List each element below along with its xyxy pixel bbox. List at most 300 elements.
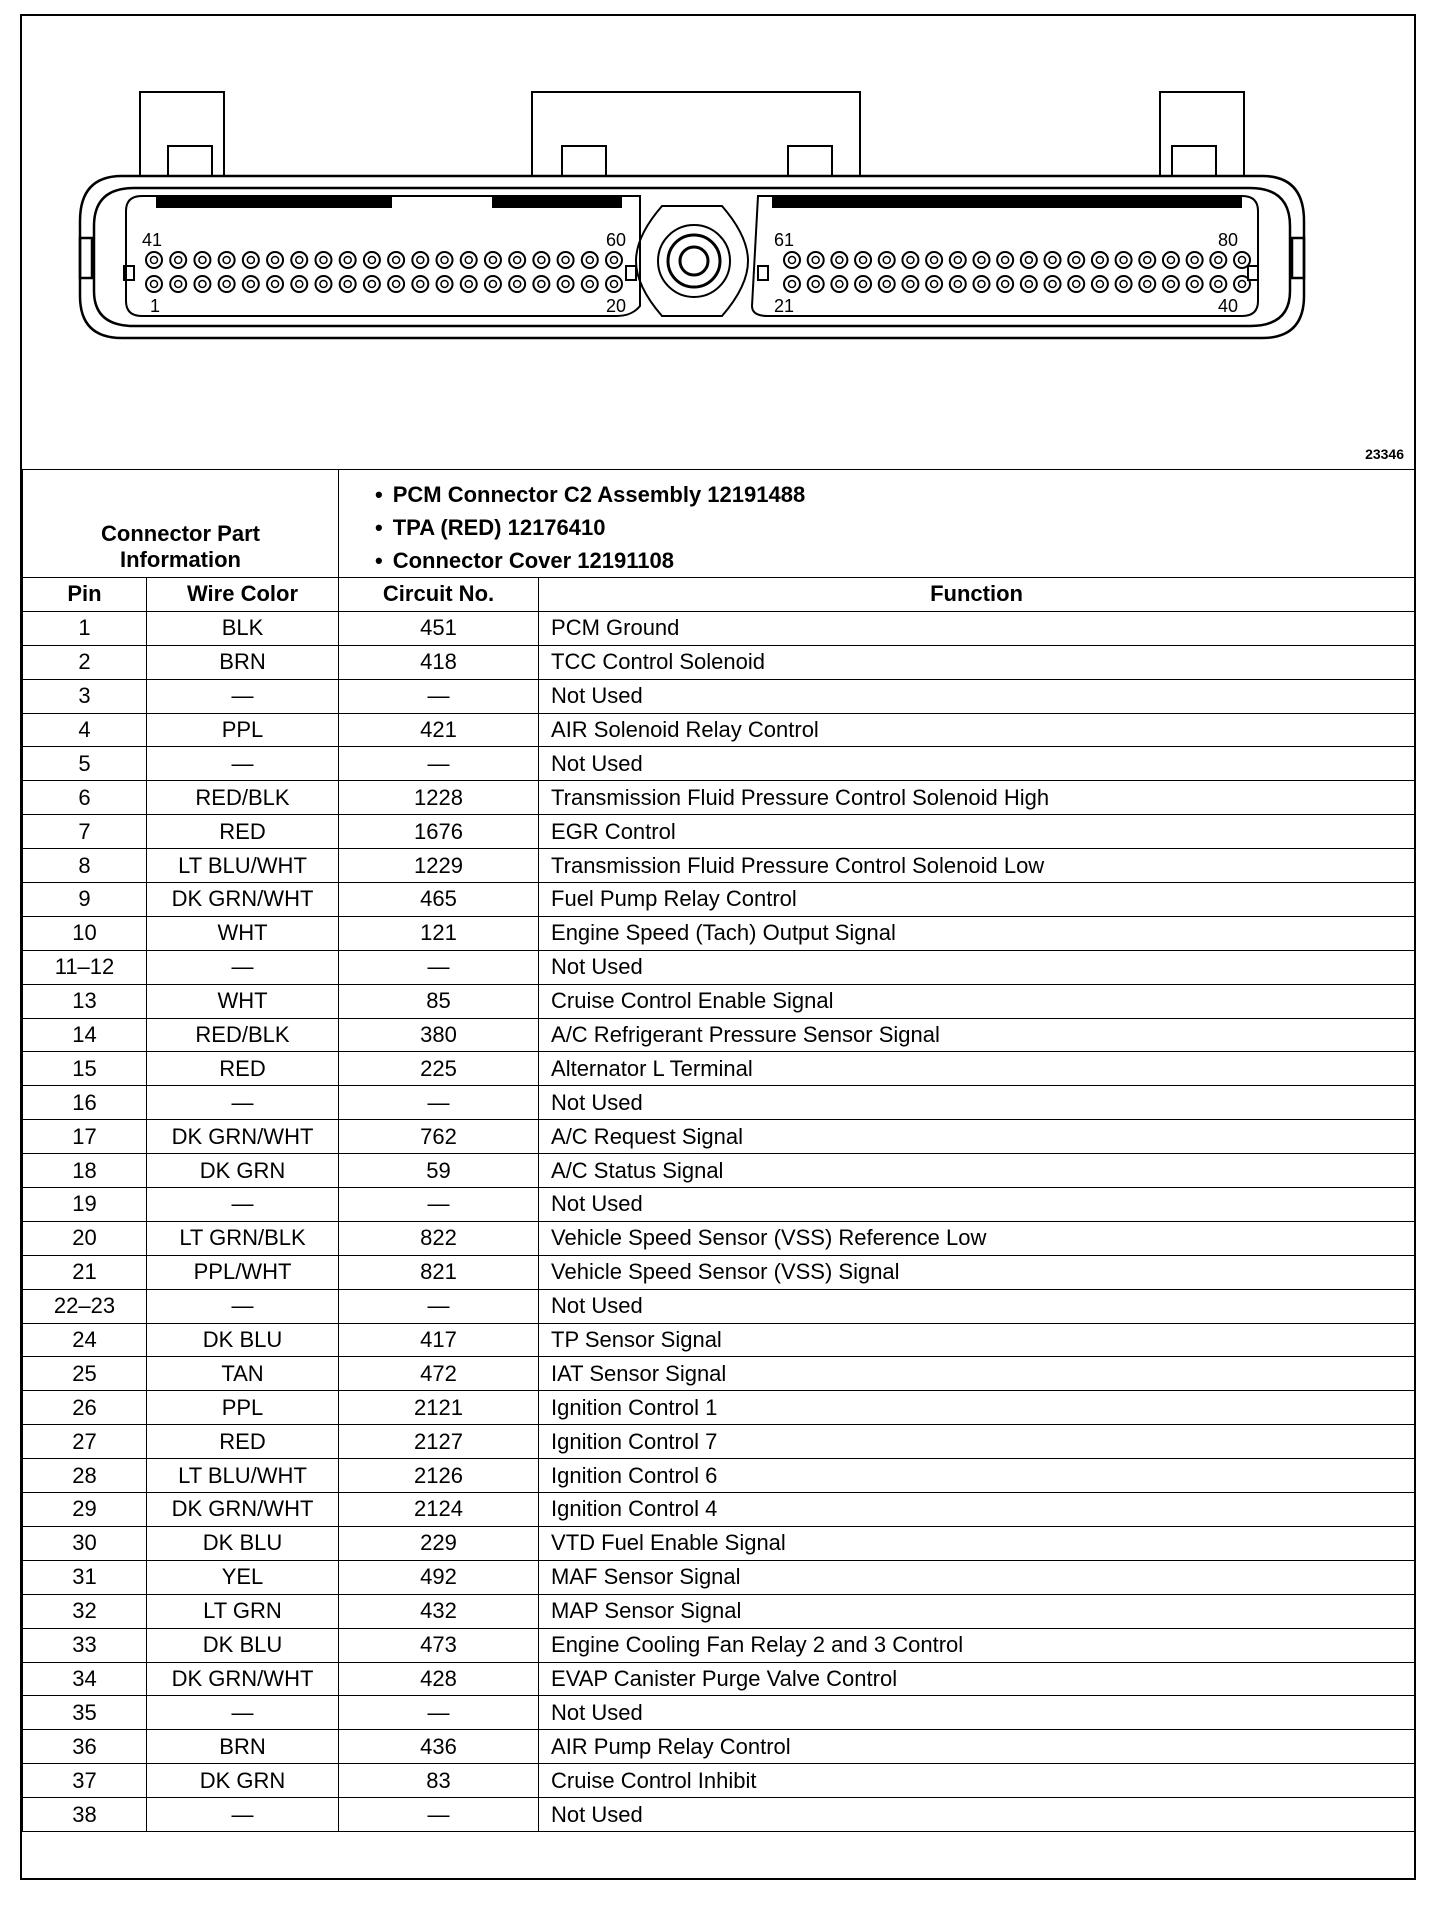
- table-row: [23, 645, 1415, 679]
- pin-label-1: 1: [150, 296, 161, 316]
- left-bottom-pin-center-16: [538, 281, 545, 288]
- circuit-cell: 380: [339, 1018, 539, 1052]
- pin-cell: 35: [23, 1696, 147, 1730]
- left-top-pin-17: [558, 252, 574, 268]
- right-bottom-pin-center-12: [1073, 281, 1080, 288]
- left-bottom-pin-0: [146, 276, 162, 292]
- circuit-cell: 225: [339, 1052, 539, 1086]
- right-top-pin-center-15: [1144, 257, 1151, 264]
- right-bottom-pin-center-6: [931, 281, 938, 288]
- table-row: [23, 984, 1415, 1018]
- right-bottom-pin-center-7: [954, 281, 961, 288]
- circuit-cell: 1229: [339, 849, 539, 883]
- circuit-cell: 2126: [339, 1459, 539, 1493]
- right-bottom-pin-center-3: [860, 281, 867, 288]
- circuit-cell: 2121: [339, 1391, 539, 1425]
- right-top-pin-2: [831, 252, 847, 268]
- left-top-pin-13: [461, 252, 477, 268]
- part-info-item: • TPA (RED) 12176410: [375, 511, 1414, 544]
- left-bottom-pin-center-13: [465, 281, 472, 288]
- left-bottom-pin-14: [485, 276, 501, 292]
- left-top-pin-9: [364, 252, 380, 268]
- left-bottom-pin-center-17: [562, 281, 569, 288]
- circuit-cell: —: [339, 747, 539, 781]
- circuit-cell: 472: [339, 1357, 539, 1391]
- right-bottom-pin-10: [1021, 276, 1037, 292]
- pin-cell: 13: [23, 984, 147, 1018]
- left-top-pin-15: [509, 252, 525, 268]
- left-top-pin-6: [291, 252, 307, 268]
- pin-cell: 9: [23, 883, 147, 917]
- part-info-list: [339, 470, 1415, 578]
- connector-latches: [140, 92, 1244, 176]
- left-top-pin-center-1: [175, 257, 182, 264]
- circuit-cell: 121: [339, 916, 539, 950]
- left-bottom-pin-3: [219, 276, 235, 292]
- wire-color-cell: —: [147, 1798, 339, 1832]
- left-bottom-pin-center-1: [175, 281, 182, 288]
- wire-color-cell: —: [147, 1086, 339, 1120]
- wire-color-cell: LT GRN/BLK: [147, 1221, 339, 1255]
- left-bottom-pin-9: [364, 276, 380, 292]
- table-row: [23, 1459, 1415, 1493]
- left-bottom-pin-center-9: [368, 281, 375, 288]
- wire-color-cell: WHT: [147, 916, 339, 950]
- pin-cell: 38: [23, 1798, 147, 1832]
- circuit-cell: 85: [339, 984, 539, 1018]
- pin-label-80: 80: [1218, 230, 1239, 250]
- connector-diagram: [22, 16, 1414, 468]
- right-top-pin-center-8: [978, 257, 985, 264]
- right-bottom-pin-8: [973, 276, 989, 292]
- table-row: [23, 611, 1415, 645]
- pin-cell: 18: [23, 1154, 147, 1188]
- right-bottom-pin-center-2: [836, 281, 843, 288]
- part-info-label-line1: Connector Part: [101, 521, 260, 546]
- function-cell: Not Used: [539, 1086, 1415, 1120]
- table-row: [23, 1628, 1415, 1662]
- left-top-pin-center-14: [489, 257, 496, 264]
- pin-cell: 22–23: [23, 1289, 147, 1323]
- wire-color-cell: —: [147, 1188, 339, 1222]
- function-cell: Vehicle Speed Sensor (VSS) Reference Low: [539, 1221, 1415, 1255]
- pin-cell: 36: [23, 1730, 147, 1764]
- right-bottom-pin-13: [1092, 276, 1108, 292]
- table-row: [23, 1154, 1415, 1188]
- right-bottom-pin-17: [1187, 276, 1203, 292]
- circuit-cell: —: [339, 950, 539, 984]
- function-cell: A/C Request Signal: [539, 1120, 1415, 1154]
- right-top-pin-center-10: [1025, 257, 1032, 264]
- right-bottom-pin-11: [1045, 276, 1061, 292]
- right-top-pin-14: [1116, 252, 1132, 268]
- table-row: [23, 1594, 1415, 1628]
- left-top-pin-center-2: [199, 257, 206, 264]
- right-top-pin-13: [1092, 252, 1108, 268]
- function-cell: Not Used: [539, 747, 1415, 781]
- pin-cell: 6: [23, 781, 147, 815]
- function-cell: Ignition Control 6: [539, 1459, 1415, 1493]
- table-row: [23, 781, 1415, 815]
- right-top-pin-center-1: [812, 257, 819, 264]
- function-cell: Ignition Control 1: [539, 1391, 1415, 1425]
- pin-cell: 15: [23, 1052, 147, 1086]
- table-row: [23, 1086, 1415, 1120]
- left-top-pin-center-17: [562, 257, 569, 264]
- part-info-item: • Connector Cover 12191108: [375, 544, 1414, 577]
- right-bottom-pin-2: [831, 276, 847, 292]
- wire-color-cell: DK GRN/WHT: [147, 1120, 339, 1154]
- right-top-pin-center-0: [789, 257, 796, 264]
- circuit-cell: 451: [339, 611, 539, 645]
- part-info-item: • PCM Connector C2 Assembly 12191488: [375, 478, 1414, 511]
- wire-color-cell: RED/BLK: [147, 1018, 339, 1052]
- circuit-cell: 465: [339, 883, 539, 917]
- pin-cell: 14: [23, 1018, 147, 1052]
- right-top-pin-center-4: [883, 257, 890, 264]
- function-cell: TCC Control Solenoid: [539, 645, 1415, 679]
- table-row: [23, 1221, 1415, 1255]
- connector-drawing: [22, 16, 1414, 468]
- circuit-cell: 418: [339, 645, 539, 679]
- wire-color-cell: —: [147, 679, 339, 713]
- right-bottom-pin-16: [1163, 276, 1179, 292]
- left-bottom-pin-center-2: [199, 281, 206, 288]
- pin-cell: 33: [23, 1628, 147, 1662]
- left-bottom-pin-4: [243, 276, 259, 292]
- header-wire-color: Wire Color: [147, 578, 339, 612]
- left-bottom-pin-center-4: [247, 281, 254, 288]
- right-bottom-pin-1: [808, 276, 824, 292]
- right-top-pin-center-13: [1096, 257, 1103, 264]
- function-cell: Cruise Control Enable Signal: [539, 984, 1415, 1018]
- pin-cell: 24: [23, 1323, 147, 1357]
- table-row: [23, 1798, 1415, 1832]
- right-bottom-pin-center-15: [1144, 281, 1151, 288]
- right-top-pin-center-19: [1239, 257, 1246, 264]
- function-cell: MAP Sensor Signal: [539, 1594, 1415, 1628]
- table-row: [23, 916, 1415, 950]
- function-cell: Not Used: [539, 950, 1415, 984]
- pin-cell: 34: [23, 1662, 147, 1696]
- right-bottom-pin-center-13: [1096, 281, 1103, 288]
- function-cell: A/C Status Signal: [539, 1154, 1415, 1188]
- circuit-cell: 432: [339, 1594, 539, 1628]
- left-bottom-pin-2: [194, 276, 210, 292]
- function-cell: VTD Fuel Enable Signal: [539, 1526, 1415, 1560]
- table-row: [23, 1493, 1415, 1527]
- right-bottom-pin-14: [1116, 276, 1132, 292]
- pin-cell: 3: [23, 679, 147, 713]
- table-row: [23, 1052, 1415, 1086]
- wire-color-cell: BRN: [147, 645, 339, 679]
- table-row: [23, 849, 1415, 883]
- circuit-cell: 436: [339, 1730, 539, 1764]
- right-top-pin-center-18: [1215, 257, 1222, 264]
- left-top-pin-center-11: [417, 257, 424, 264]
- function-cell: Engine Cooling Fan Relay 2 and 3 Control: [539, 1628, 1415, 1662]
- pin-cell: 10: [23, 916, 147, 950]
- pin-cell: 21: [23, 1255, 147, 1289]
- circuit-cell: 473: [339, 1628, 539, 1662]
- table-row: [23, 713, 1415, 747]
- left-bottom-pin-11: [412, 276, 428, 292]
- part-info-label: [23, 470, 339, 578]
- wire-color-cell: LT BLU/WHT: [147, 849, 339, 883]
- left-top-pin-center-10: [393, 257, 400, 264]
- left-bottom-pin-center-8: [344, 281, 351, 288]
- right-bottom-pin-center-17: [1191, 281, 1198, 288]
- wire-color-cell: RED: [147, 815, 339, 849]
- right-top-pin-center-11: [1049, 257, 1056, 264]
- left-top-pin-center-9: [368, 257, 375, 264]
- pin-cell: 27: [23, 1425, 147, 1459]
- table-row: [23, 1696, 1415, 1730]
- pin-cell: 31: [23, 1560, 147, 1594]
- circuit-cell: 428: [339, 1662, 539, 1696]
- right-bottom-pin-center-9: [1002, 281, 1009, 288]
- circuit-cell: 2124: [339, 1493, 539, 1527]
- wire-color-cell: RED/BLK: [147, 781, 339, 815]
- pin-cell: 8: [23, 849, 147, 883]
- header-function: Function: [539, 578, 1415, 612]
- wire-color-cell: PPL: [147, 1391, 339, 1425]
- wire-color-cell: —: [147, 1289, 339, 1323]
- function-cell: Cruise Control Inhibit: [539, 1764, 1415, 1798]
- function-cell: TP Sensor Signal: [539, 1323, 1415, 1357]
- pin-label-21: 21: [774, 296, 795, 316]
- circuit-cell: —: [339, 1696, 539, 1730]
- left-top-pin-center-13: [465, 257, 472, 264]
- pin-cell: 5: [23, 747, 147, 781]
- circuit-cell: 83: [339, 1764, 539, 1798]
- pin-cell: 16: [23, 1086, 147, 1120]
- table-row: [23, 1120, 1415, 1154]
- table-row: [23, 815, 1415, 849]
- left-top-pin-center-0: [151, 257, 158, 264]
- left-top-pin-5: [267, 252, 283, 268]
- circuit-cell: 229: [339, 1526, 539, 1560]
- table-header-row: [23, 578, 1415, 612]
- left-top-pin-center-6: [296, 257, 303, 264]
- right-bottom-pin-center-4: [883, 281, 890, 288]
- left-bottom-pin-center-18: [586, 281, 593, 288]
- pin-cell: 4: [23, 713, 147, 747]
- right-top-pin-0: [784, 252, 800, 268]
- left-top-pin-11: [412, 252, 428, 268]
- left-bottom-pin-center-19: [611, 281, 618, 288]
- header-circuit: Circuit No.: [339, 578, 539, 612]
- left-bottom-pin-13: [461, 276, 477, 292]
- circuit-cell: 822: [339, 1221, 539, 1255]
- left-top-pin-14: [485, 252, 501, 268]
- right-top-pin-16: [1163, 252, 1179, 268]
- left-bottom-pin-12: [437, 276, 453, 292]
- table-row: [23, 1323, 1415, 1357]
- wire-color-cell: DK GRN/WHT: [147, 1662, 339, 1696]
- left-bottom-pin-18: [582, 276, 598, 292]
- function-cell: Not Used: [539, 1289, 1415, 1323]
- pin-cell: 17: [23, 1120, 147, 1154]
- circuit-cell: —: [339, 1086, 539, 1120]
- right-top-pin-3: [855, 252, 871, 268]
- right-bottom-pin-6: [926, 276, 942, 292]
- pin-label-41: 41: [142, 230, 163, 250]
- left-top-pin-center-3: [223, 257, 230, 264]
- left-bottom-pin-1: [170, 276, 186, 292]
- right-top-pin-center-7: [954, 257, 961, 264]
- pin-rows: [23, 611, 1415, 1831]
- left-bottom-pin-center-3: [223, 281, 230, 288]
- left-top-pin-center-15: [514, 257, 521, 264]
- right-bottom-pin-center-5: [907, 281, 914, 288]
- table-row: [23, 1357, 1415, 1391]
- right-top-pin-center-9: [1002, 257, 1009, 264]
- right-top-pin-15: [1139, 252, 1155, 268]
- table-row: [23, 950, 1415, 984]
- wire-color-cell: RED: [147, 1052, 339, 1086]
- right-bottom-pin-center-14: [1120, 281, 1127, 288]
- pin-label-40: 40: [1218, 296, 1239, 316]
- wire-color-cell: BRN: [147, 1730, 339, 1764]
- left-top-pin-4: [243, 252, 259, 268]
- table-row: [23, 883, 1415, 917]
- right-bottom-pin-center-0: [789, 281, 796, 288]
- figure-number: 23346: [1365, 446, 1404, 462]
- function-cell: Transmission Fluid Pressure Control Solenoid High: [539, 781, 1415, 815]
- circuit-cell: 2127: [339, 1425, 539, 1459]
- right-top-pin-center-17: [1191, 257, 1198, 264]
- circuit-cell: 821: [339, 1255, 539, 1289]
- function-cell: Ignition Control 4: [539, 1493, 1415, 1527]
- table-row: [23, 1526, 1415, 1560]
- left-top-pin-12: [437, 252, 453, 268]
- circuit-cell: 492: [339, 1560, 539, 1594]
- pin-cell: 29: [23, 1493, 147, 1527]
- left-top-pin-center-4: [247, 257, 254, 264]
- circuit-cell: —: [339, 1798, 539, 1832]
- left-top-pin-center-5: [272, 257, 279, 264]
- wire-color-cell: PPL/WHT: [147, 1255, 339, 1289]
- left-bottom-pin-8: [340, 276, 356, 292]
- left-bottom-pin-center-5: [272, 281, 279, 288]
- right-top-pin-19: [1234, 252, 1250, 268]
- left-bottom-pin-17: [558, 276, 574, 292]
- wire-color-cell: DK BLU: [147, 1526, 339, 1560]
- wire-color-cell: TAN: [147, 1357, 339, 1391]
- part-info-label-line2: Information: [120, 547, 241, 572]
- function-cell: A/C Refrigerant Pressure Sensor Signal: [539, 1018, 1415, 1052]
- left-top-pin-0: [146, 252, 162, 268]
- left-bottom-pin-center-0: [151, 281, 158, 288]
- pin-cell: 7: [23, 815, 147, 849]
- wire-color-cell: BLK: [147, 611, 339, 645]
- circuit-cell: —: [339, 1289, 539, 1323]
- left-bottom-pin-center-6: [296, 281, 303, 288]
- document-sheet: [20, 14, 1416, 1880]
- table-row: [23, 1730, 1415, 1764]
- right-bottom-pin-19: [1234, 276, 1250, 292]
- right-bottom-pin-4: [879, 276, 895, 292]
- right-bottom-pin-center-16: [1167, 281, 1174, 288]
- right-bottom-pin-0: [784, 276, 800, 292]
- right-bottom-pin-center-18: [1215, 281, 1222, 288]
- left-top-pin-3: [219, 252, 235, 268]
- right-bottom-pin-9: [997, 276, 1013, 292]
- pin-label-61: 61: [774, 230, 795, 250]
- left-top-pin-19: [606, 252, 622, 268]
- table-row: [23, 1764, 1415, 1798]
- pin-cell: 1: [23, 611, 147, 645]
- left-top-pin-2: [194, 252, 210, 268]
- function-cell: AIR Solenoid Relay Control: [539, 713, 1415, 747]
- wire-color-cell: —: [147, 1696, 339, 1730]
- left-top-pin-center-16: [538, 257, 545, 264]
- function-cell: Transmission Fluid Pressure Control Solenoid Low: [539, 849, 1415, 883]
- wire-color-cell: LT BLU/WHT: [147, 1459, 339, 1493]
- function-cell: Vehicle Speed Sensor (VSS) Signal: [539, 1255, 1415, 1289]
- right-bottom-pin-15: [1139, 276, 1155, 292]
- right-top-pin-18: [1210, 252, 1226, 268]
- function-cell: AIR Pump Relay Control: [539, 1730, 1415, 1764]
- circuit-cell: 762: [339, 1120, 539, 1154]
- left-top-pin-7: [315, 252, 331, 268]
- pin-cell: 32: [23, 1594, 147, 1628]
- right-top-pin-11: [1045, 252, 1061, 268]
- wire-color-cell: —: [147, 950, 339, 984]
- table-row: [23, 1188, 1415, 1222]
- wire-color-cell: DK GRN: [147, 1764, 339, 1798]
- circuit-cell: —: [339, 679, 539, 713]
- right-top-pin-5: [902, 252, 918, 268]
- right-bottom-pin-7: [950, 276, 966, 292]
- left-bottom-pin-10: [388, 276, 404, 292]
- function-cell: MAF Sensor Signal: [539, 1560, 1415, 1594]
- left-top-pin-16: [533, 252, 549, 268]
- left-top-pin-center-8: [344, 257, 351, 264]
- circuit-cell: 417: [339, 1323, 539, 1357]
- pin-cell: 20: [23, 1221, 147, 1255]
- right-top-pin-center-12: [1073, 257, 1080, 264]
- table-row: [23, 1289, 1415, 1323]
- wire-color-cell: PPL: [147, 713, 339, 747]
- pin-cell: 26: [23, 1391, 147, 1425]
- left-top-pin-18: [582, 252, 598, 268]
- right-top-pin-center-5: [907, 257, 914, 264]
- right-bottom-pin-3: [855, 276, 871, 292]
- left-top-pin-center-7: [320, 257, 327, 264]
- function-cell: Not Used: [539, 1798, 1415, 1832]
- pin-table: [22, 469, 1415, 1832]
- left-bottom-pin-center-7: [320, 281, 327, 288]
- pin-label-60: 60: [606, 230, 627, 250]
- circuit-cell: 421: [339, 713, 539, 747]
- wire-color-cell: DK GRN/WHT: [147, 883, 339, 917]
- pin-cell: 37: [23, 1764, 147, 1798]
- left-bottom-pin-5: [267, 276, 283, 292]
- left-top-pin-center-19: [611, 257, 618, 264]
- left-bottom-pin-19: [606, 276, 622, 292]
- function-cell: Alternator L Terminal: [539, 1052, 1415, 1086]
- right-top-pin-17: [1187, 252, 1203, 268]
- circuit-cell: —: [339, 1188, 539, 1222]
- right-top-pin-8: [973, 252, 989, 268]
- left-bottom-pin-7: [315, 276, 331, 292]
- function-cell: IAT Sensor Signal: [539, 1357, 1415, 1391]
- wire-color-cell: YEL: [147, 1560, 339, 1594]
- right-top-pin-center-14: [1120, 257, 1127, 264]
- pin-cell: 28: [23, 1459, 147, 1493]
